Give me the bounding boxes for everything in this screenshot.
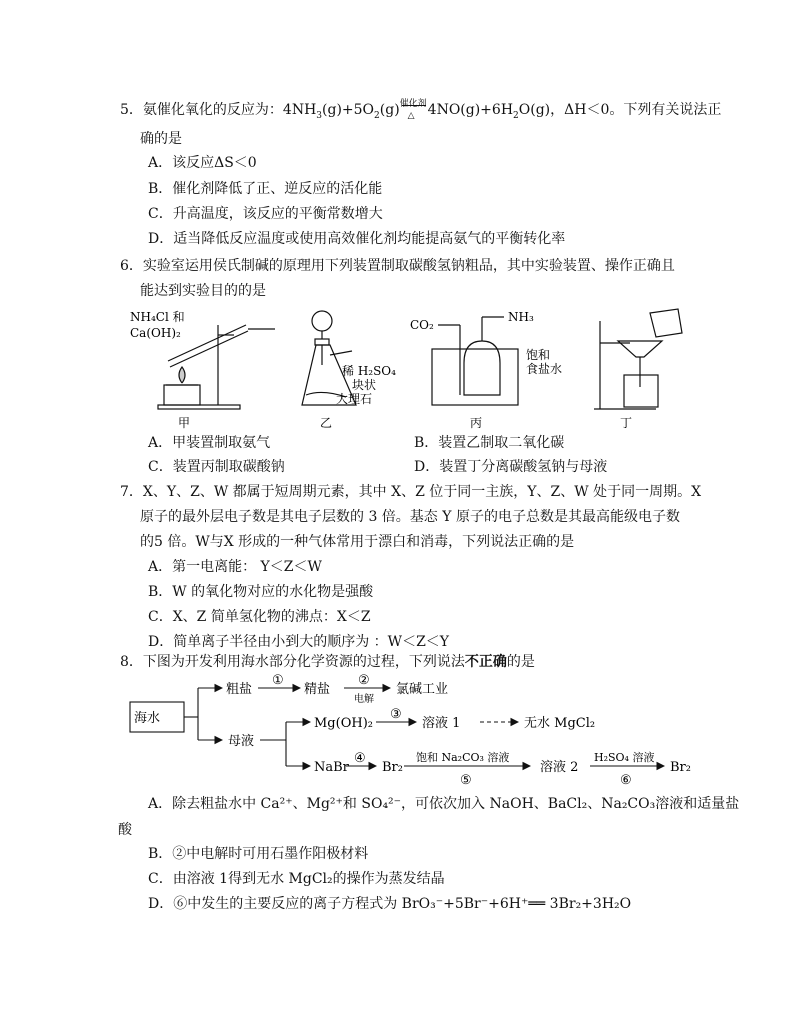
apparatus-b-label: 乙 (320, 416, 333, 430)
q5-catalyst-label: 催化剂 (399, 99, 427, 109)
flow-mother-liquor: 母液 (228, 734, 255, 749)
apparatus-a-reagent2: Ca(OH)₂ (130, 326, 181, 340)
q5-stem-part: 4NO(g)+6H (427, 102, 514, 118)
q8-stem (120, 652, 535, 672)
apparatus-c-reagent1: 饱和 (526, 348, 551, 362)
apparatus-d-label: 丁 (620, 416, 633, 430)
q7-option-b: B．W 的氧化物对应的水化物是强酸 (148, 584, 374, 600)
q7-option-d: D．简单离子半径由小到大的顺序为 ：W＜Z＜Y (148, 634, 450, 650)
flow-refined-salt: 精盐 (304, 682, 331, 697)
q5-stem-part: (g)+5O (322, 102, 375, 118)
flow-anhydrous-mgcl2: 无水 MgCl₂ (524, 716, 596, 731)
q8-stem-part: 8．下图为开发利用海水部分化学资源的过程，下列说法 (120, 654, 465, 670)
flow-br2-b: Br₂ (670, 760, 691, 775)
apparatus-c-gas2: NH₃ (508, 310, 534, 324)
flow-h2so4: H₂SO₄ 溶液 (594, 751, 655, 764)
apparatus-b-reagent1: 稀 H₂SO₄ (342, 364, 396, 378)
flow-seawater: 海水 (134, 711, 161, 726)
q5-stem-line2: 确的是 (140, 131, 182, 147)
apparatus-b-reagent3: 大理石 (336, 392, 373, 406)
q5-stem: 5．氨催化氧化的反应为：$4NH_3(g)+5O_2(g)$ 催化剂 △ $4NO(g)+6H_2O(g)$，ΔH＜0。下列有关说法正 (120, 100, 721, 126)
flow-na2co3: 饱和 Na₂CO₃ 溶液 (416, 751, 510, 764)
apparatus-c (432, 317, 518, 405)
apparatus-c-gas1: CO₂ (410, 318, 434, 332)
apparatus-c-reagent2: 食盐水 (526, 362, 563, 376)
q8-option-c: C．由溶液 1得到无水 MgCl₂的操作为蒸发结晶 (148, 871, 445, 887)
flow-crude-salt: 粗盐 (226, 682, 253, 697)
q5-option-a: A．该反应ΔS＜0 (148, 155, 257, 171)
apparatus-b (302, 311, 356, 405)
q6-option-b: B．装置乙制取二氧化碳 (414, 435, 565, 451)
q7-option-a: A．第一电离能： Y＜Z＜W (148, 559, 322, 575)
q8-option-d: D．⑥中发生的主要反应的离子方程式为 BrO₃⁻+5Br⁻+6H⁺══ 3Br₂+3H₂O (148, 896, 632, 912)
q5-reaction-arrow (400, 100, 428, 120)
q8-option-b: B．②中电解时可用石墨作阳极材料 (148, 846, 369, 862)
q7-stem-line2: 原子的最外层电子数是其电子层数的 3 倍。基态 Y 原子的电子总数是其最高能级电子数 (140, 509, 680, 525)
flow-solution1: 溶液 1 (422, 716, 461, 731)
q5-heat-symbol: △ (407, 111, 415, 121)
q6-apparatus-figure (130, 305, 690, 431)
q7-stem-line1: 7．X、Y、Z、W 都属于短周期元素，其中 X、Z 位于同一主族，Y、Z、W 处于同一周期。X (120, 484, 702, 500)
flow-br2-a: Br₂ (382, 760, 403, 775)
flow-step1: ① (272, 673, 284, 688)
q5-option-d: D．适当降低反应温度或使用高效催化剂均能提高氨气的平衡转化率 (148, 231, 566, 247)
q5-stem-part: (g) (379, 102, 400, 118)
flow-chlor-alkali: 氯碱工业 (396, 682, 449, 697)
apparatus-a-label: 甲 (178, 416, 191, 430)
flow-solution2: 溶液 2 (540, 760, 579, 775)
q5-option-b: B．催化剂降低了正、逆反应的活化能 (148, 181, 383, 197)
apparatus-c-label: 丙 (470, 416, 483, 430)
apparatus-d (594, 309, 682, 409)
q6-stem-line1: 6．实验室运用侯氏制碱的原理用下列装置制取碳酸氢钠粗品，其中实验装置、操作正确且 (120, 258, 675, 274)
q7-option-c: C．X、Z 简单氢化物的沸点：X＜Z (148, 609, 371, 625)
flow-step3: ③ (390, 707, 402, 722)
apparatus-a-reagent1: NH₄Cl 和 (130, 310, 185, 324)
flow-step4: ④ (354, 751, 366, 766)
q8-option-a-line2: 酸 (118, 822, 132, 838)
q8-option-a-line1: A．除去粗盐水中 Ca²⁺、Mg²⁺和 SO₄²⁻，可依次加入 NaOH、BaCl₂、Na₂CO₃溶液和适量盐 (148, 796, 740, 812)
q6-option-c: C．装置丙制取碳酸钠 (148, 459, 285, 475)
q8-stem-emphasis: 不正确 (464, 654, 507, 670)
flow-step6: ⑥ (620, 773, 632, 788)
q8-stem-part: 的是 (506, 654, 535, 670)
flow-electrolysis: 电解 (354, 694, 374, 705)
q6-option-a: A．甲装置制取氨气 (148, 435, 271, 451)
flow-mgoh2: Mg(OH)₂ (314, 716, 373, 731)
flow-nabr: NaBr (314, 760, 349, 775)
flow-step2: ② (358, 673, 370, 688)
q6-stem-line2: 能达到实验目的的是 (140, 283, 266, 299)
q5-stem-part: 5．氨催化氧化的反应为：4NH (120, 102, 317, 118)
flow-step5: ⑤ (460, 773, 472, 788)
q8-flowchart (120, 672, 700, 792)
q5-stem-part: O(g)，ΔH＜0。下列有关说法正 (518, 102, 722, 118)
apparatus-b-reagent2: 块状 (352, 378, 377, 392)
q5-option-c: C．升高温度，该反应的平衡常数增大 (148, 206, 383, 222)
q7-stem-line3: 的5 倍。W与X 形成的一种气体常用于漂白和消毒，下列说法正确的是 (140, 534, 575, 550)
q6-option-d: D．装置丁分离碳酸氢钠与母液 (414, 459, 608, 475)
